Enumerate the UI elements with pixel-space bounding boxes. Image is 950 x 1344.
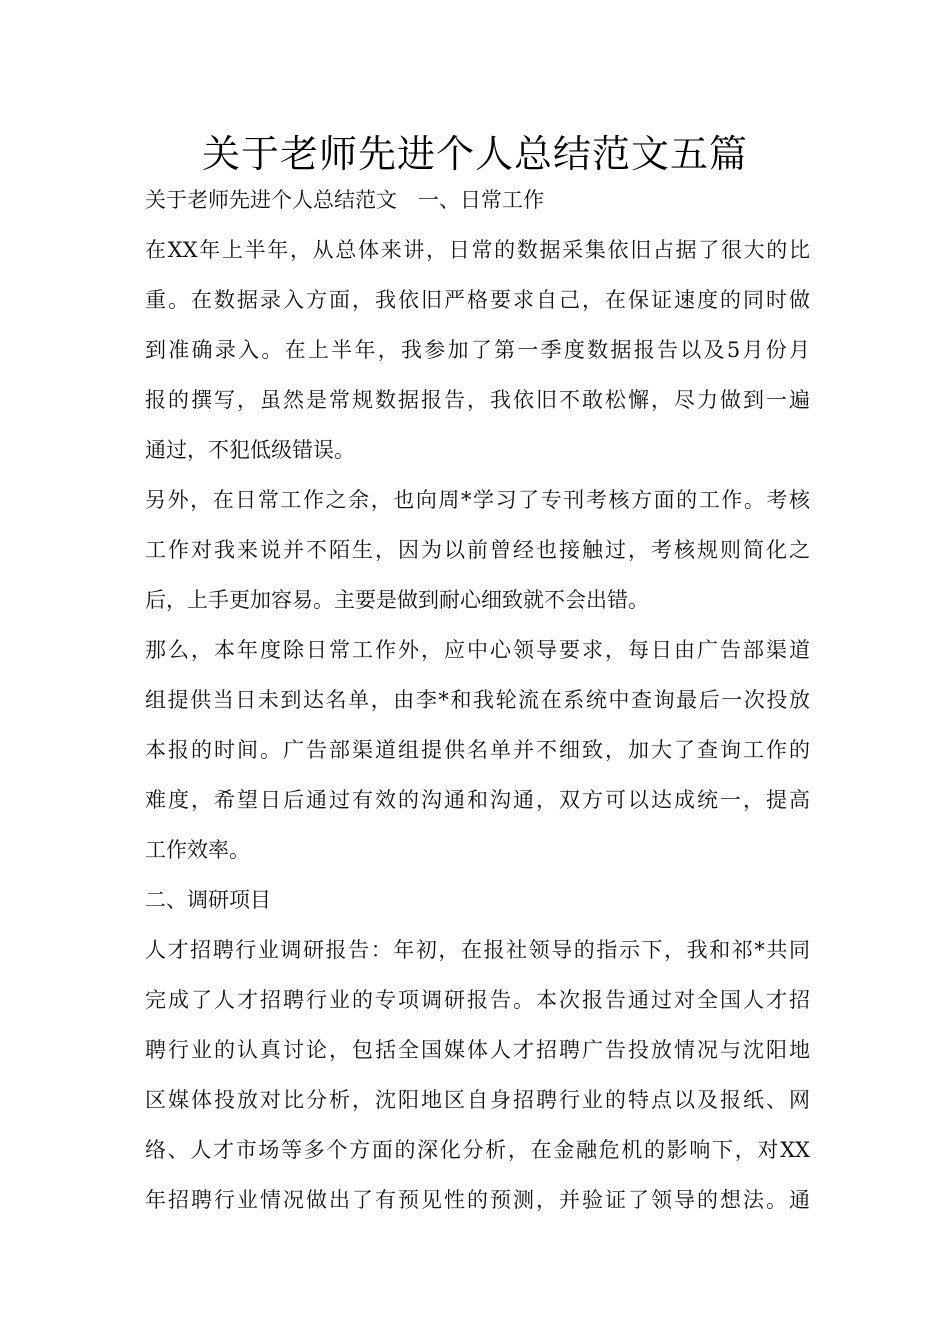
paragraph-line: 本报的时间。广告部渠道组提供名单并不细致，加大了查询工作的: [145, 738, 810, 762]
section-heading: 二、调研项目: [145, 888, 271, 912]
paragraph-line: 人才招聘行业调研报告：年初，在报社领导的指示下，我和祁*共同: [145, 938, 810, 962]
paragraph-line: 络、人才市场等多个方面的深化分析，在金融危机的影响下，对XX: [145, 1138, 810, 1162]
paragraph-line: 后，上手更加容易。主要是做到耐心细致就不会出错。: [145, 588, 649, 612]
document-title: 关于老师先进个人总结范文五篇: [201, 132, 748, 176]
paragraph-line: 报的撰写，虽然是常规数据报告，我依旧不敢松懈，尽力做到一遍: [145, 388, 810, 412]
paragraph-line: 组提供当日未到达名单，由李*和我轮流在系统中查询最后一次投放: [145, 688, 810, 712]
paragraph-line: 重。在数据录入方面，我依旧严格要求自己，在保证速度的同时做: [145, 288, 810, 312]
paragraph-line: 聘行业的认真讨论，包括全国媒体人才招聘广告投放情况与沈阳地: [145, 1038, 810, 1062]
document-body: [145, 181, 810, 1231]
paragraph-line: 在XX年上半年，从总体来讲，日常的数据采集依旧占据了很大的比: [145, 238, 810, 262]
subtitle-line: 关于老师先进个人总结范文 一、日常工作: [145, 188, 544, 212]
paragraph-line: 工作对我来说并不陌生，因为以前曾经也接触过，考核规则简化之: [145, 538, 810, 562]
paragraph-line: 通过，不犯低级错误。: [145, 438, 355, 462]
paragraph-line: 难度，希望日后通过有效的沟通和沟通，双方可以达成统一，提高: [145, 788, 810, 812]
paragraph-line: 那么，本年度除日常工作外，应中心领导要求，每日由广告部渠道: [145, 638, 810, 662]
paragraph-line: 年招聘行业情况做出了有预见性的预测，并验证了领导的想法。通: [145, 1188, 810, 1212]
paragraph-line: 到准确录入。在上半年，我参加了第一季度数据报告以及5月份月: [145, 338, 810, 362]
paragraph-line: 另外，在日常工作之余，也向周*学习了专刊考核方面的工作。考核: [145, 488, 810, 512]
paragraph-line: 完成了人才招聘行业的专项调研报告。本次报告通过对全国人才招: [145, 988, 810, 1012]
paragraph-line: 工作效率。: [145, 838, 250, 862]
paragraph-line: 区媒体投放对比分析，沈阳地区自身招聘行业的特点以及报纸、网: [145, 1088, 810, 1112]
